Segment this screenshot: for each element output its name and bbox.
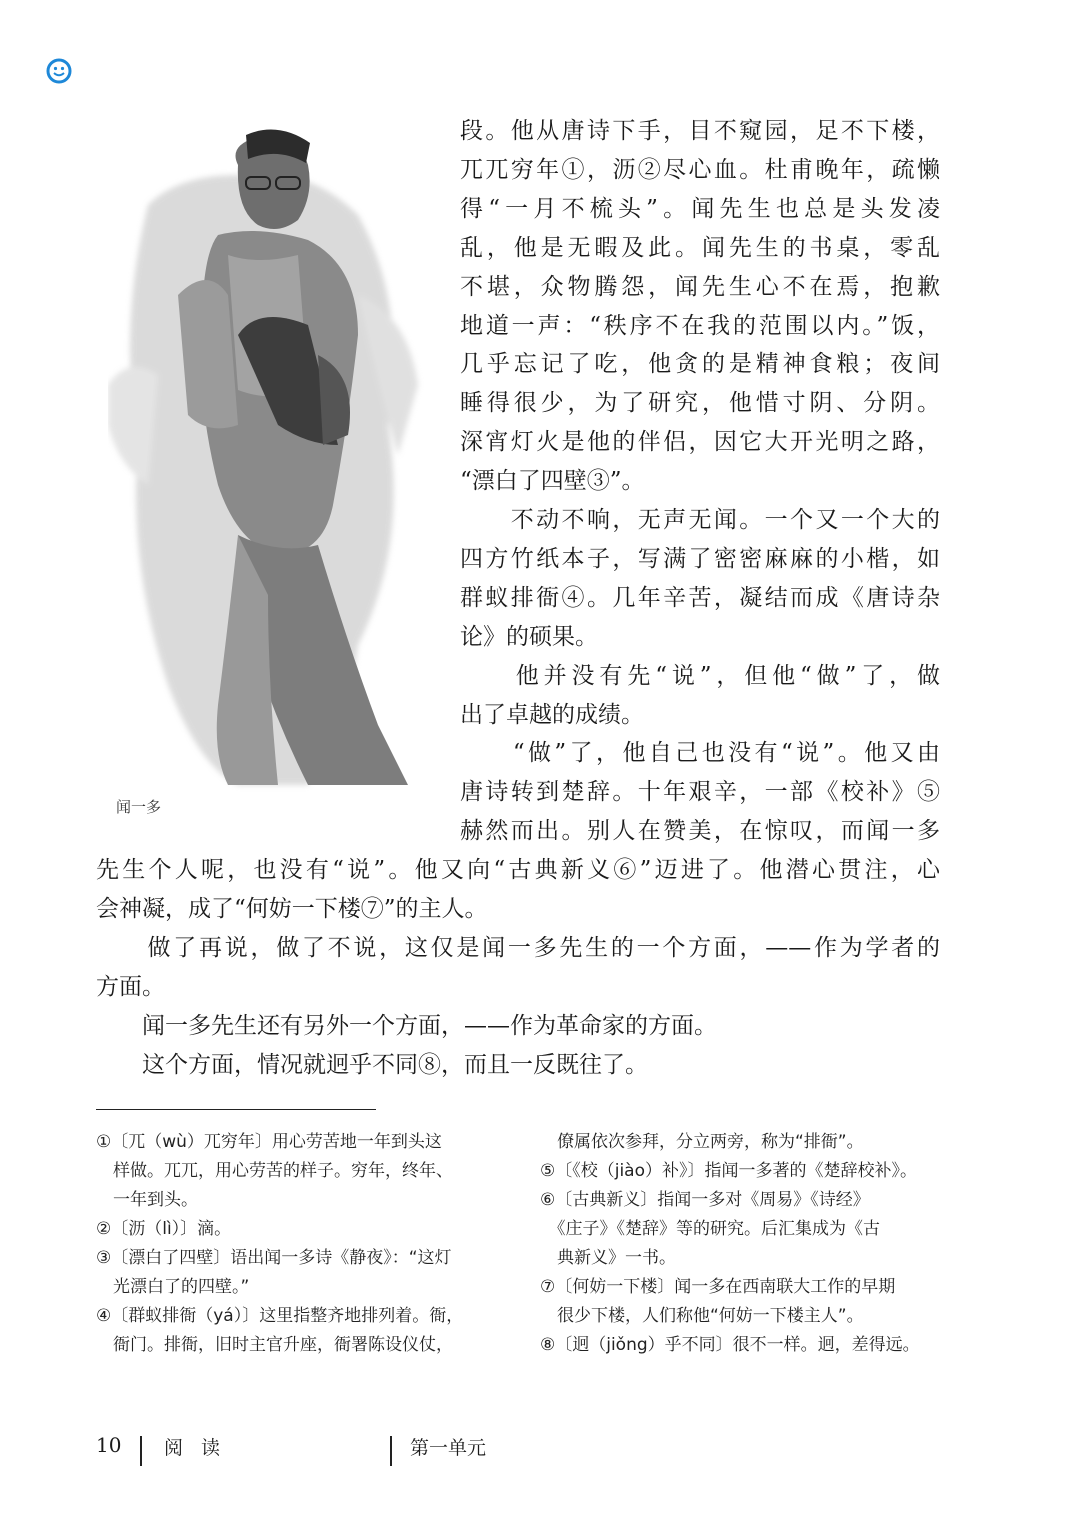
footnote-line: 典新义》一书。 xyxy=(540,1248,676,1268)
text-line: 兀兀穷年①，沥②尽心血。杜甫晚年，疏懒 xyxy=(460,156,940,183)
footnote-line: ⑤〔《校（jiào）补》〕指闻一多著的《楚辞校补》。 xyxy=(540,1161,918,1181)
footer-section: 阅 读 xyxy=(164,1437,227,1459)
footnote-line: ⑦〔何妨一下楼〕闻一多在西南联大工作的早期 xyxy=(540,1277,896,1297)
footer-divider xyxy=(140,1436,142,1466)
text-line: 方面。 xyxy=(96,973,165,1000)
footnote-line: 光漂白了的四壁。” xyxy=(96,1277,250,1297)
text-line: 做了再说，做了不说，这仅是闻一多先生的一个方面，——作为学者的 xyxy=(96,934,940,961)
footnote-line: ⑥〔古典新义〕指闻一多对《周易》《诗经》 xyxy=(540,1190,870,1210)
footnote-divider xyxy=(96,1109,376,1110)
image-caption: 闻一多 xyxy=(116,798,162,816)
text-line: 得“一月不梳头”。闻先生也总是头发凌 xyxy=(460,195,940,222)
text-line: 闻一多先生还有另外一个方面，——作为革命家的方面。 xyxy=(96,1012,717,1039)
text-line: 地道一声：“秩序不在我的范围以内。”饭， xyxy=(460,312,940,339)
footnote-line: 《庄子》《楚辞》等的研究。后汇集成为《古 xyxy=(540,1219,880,1239)
text-line: 不堪，众物腾怨，闻先生心不在焉，抱歉 xyxy=(460,273,940,300)
footer-unit: 第一单元 xyxy=(410,1437,487,1459)
text-line: 不动不响，无声无闻。一个又一个大的 xyxy=(460,507,940,533)
page-number: 10 xyxy=(96,1433,122,1457)
footnote-line: 一年到头。 xyxy=(96,1190,198,1210)
footnote-line: ①〔兀（wù）兀穷年〕用心劳苦地一年到头这 xyxy=(96,1132,442,1152)
text-line: 出了卓越的成绩。 xyxy=(460,701,644,728)
portrait-image xyxy=(108,125,428,795)
footnote-line: 僚属依次参拜，分立两旁，称为“排衙”。 xyxy=(540,1132,864,1152)
footnote-line: ③〔漂白了四壁〕语出闻一多诗《静夜》：“这灯 xyxy=(96,1248,452,1268)
text-line: 四方竹纸本子，写满了密密麻麻的小楷，如 xyxy=(460,545,940,572)
footer-divider xyxy=(390,1436,392,1466)
footnote-line: 很少下楼，人们称他“何妨一下楼主人”。 xyxy=(540,1306,864,1326)
footnote-line: ④〔群蚁排衙（yá）〕这里指整齐地排列着。衙， xyxy=(96,1306,464,1326)
footnote-line: ⑧〔迥（jiǒng）乎不同〕很不一样。迥，差得远。 xyxy=(540,1335,920,1355)
text-line: 睡得很少，为了研究，他惜寸阴、分阴。 xyxy=(460,390,940,417)
text-line: “漂白了四壁③”。 xyxy=(460,468,645,495)
text-line: 群蚁排衙④。几年辛苦，凝结而成《唐诗杂 xyxy=(460,584,940,611)
text-line: 赫然而出。别人在赞美，在惊叹，而闻一多 xyxy=(460,818,940,845)
footnote-line: 样做。兀兀，用心劳苦的样子。穷年，终年、 xyxy=(96,1161,453,1181)
smiley-icon xyxy=(46,58,72,84)
footnote-line: 衙门。排衙，旧时主官升座，衙署陈设仪仗， xyxy=(96,1335,453,1355)
text-line: 段。他从唐诗下手，目不窥园，足不下楼， xyxy=(460,118,940,144)
text-line: 唐诗转到楚辞。十年艰辛，一部《校补》⑤ xyxy=(460,779,940,806)
text-line: 论》的硕果。 xyxy=(460,623,598,650)
text-line: 几乎忘记了吃，他贪的是精神食粮；夜间 xyxy=(460,351,940,378)
text-line: 会神凝，成了“何妨一下楼⑦”的主人。 xyxy=(96,895,488,922)
text-line: 深宵灯火是他的伴侣，因它大开光明之路， xyxy=(460,429,940,456)
text-line: 乱，他是无暇及此。闻先生的书桌，零乱 xyxy=(460,234,940,261)
text-line: 这个方面，情况就迥乎不同⑧，而且一反既往了。 xyxy=(96,1051,648,1078)
text-line: “做”了，他自己也没有“说”。他又由 xyxy=(460,740,940,767)
text-line: 他并没有先“说”，但他“做”了，做 xyxy=(460,662,940,689)
text-line: 先生个人呢，也没有“说”。他又向“古典新义⑥”迈进了。他潜心贯注，心 xyxy=(96,857,940,883)
footnote-line: ②〔沥（lì）〕滴。 xyxy=(96,1219,232,1239)
